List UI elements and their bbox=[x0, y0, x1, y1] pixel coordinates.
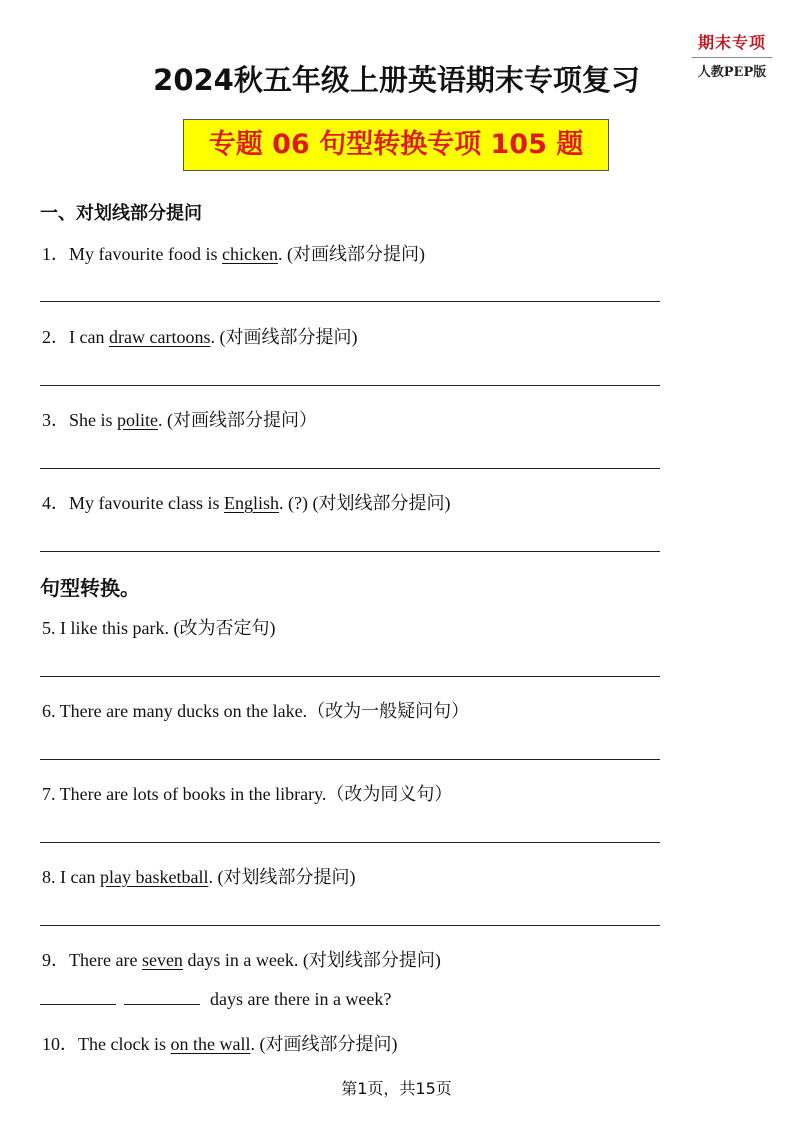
underlined-part: play basketball bbox=[99, 867, 209, 887]
question-7: 7. There are lots of books in the library.（改为同义句） bbox=[42, 784, 453, 804]
page-title: 2024秋五年级上册英语期末专项复习 bbox=[153, 63, 640, 97]
underlined-part: seven bbox=[141, 950, 183, 970]
answer-line-3[interactable] bbox=[40, 468, 660, 469]
question-6: 6. There are many ducks on the lake.（改为一般疑问句） bbox=[42, 701, 470, 721]
answer-line-1[interactable] bbox=[40, 301, 660, 302]
question-9-fill-in: days are there in a week? bbox=[40, 988, 391, 1010]
answer-line-6[interactable] bbox=[40, 759, 660, 760]
blank-2[interactable] bbox=[124, 988, 200, 1005]
stamp-label-top: 期末专项 bbox=[692, 30, 772, 58]
underlined-part: on the wall bbox=[170, 1034, 251, 1054]
answer-line-4[interactable] bbox=[40, 551, 660, 552]
question-10: 10．The clock is on the wall. (对画线部分提问) bbox=[42, 1034, 398, 1054]
underlined-part: English bbox=[223, 493, 279, 513]
answer-line-8[interactable] bbox=[40, 925, 660, 926]
question-8: 8. I can play basketball. (对划线部分提问) bbox=[42, 867, 356, 887]
topic-banner: 专题 06 句型转换专项 105 题 bbox=[183, 119, 609, 171]
answer-line-2[interactable] bbox=[40, 385, 660, 386]
answer-line-7[interactable] bbox=[40, 842, 660, 843]
underlined-part: chicken bbox=[221, 244, 278, 264]
question-3: 3．She is polite. (对画线部分提问） bbox=[42, 410, 318, 430]
underlined-part: polite bbox=[117, 410, 159, 430]
question-2: 2．I can draw cartoons. (对画线部分提问) bbox=[42, 327, 358, 347]
page-number: 第1页，共15页 bbox=[341, 1079, 452, 1098]
section-heading-sentence-transform: 句型转换。 bbox=[40, 576, 140, 600]
question-9: 9．There are seven days in a week. (对划线部分提问) bbox=[42, 950, 441, 970]
answer-line-5[interactable] bbox=[40, 676, 660, 677]
question-5: 5. I like this park. (改为否定句) bbox=[42, 618, 276, 638]
stamp-label-bottom: 人教PEP版 bbox=[697, 65, 767, 80]
question-4: 4．My favourite class is English. (?) (对划线部分提问) bbox=[42, 493, 451, 513]
question-1: 1．My favourite food is chicken. (对画线部分提问) bbox=[42, 244, 425, 264]
blank-1[interactable] bbox=[40, 988, 116, 1005]
section-heading-question-on-underline: 一、对划线部分提问 bbox=[40, 203, 202, 224]
underlined-part: draw cartoons bbox=[108, 327, 211, 347]
